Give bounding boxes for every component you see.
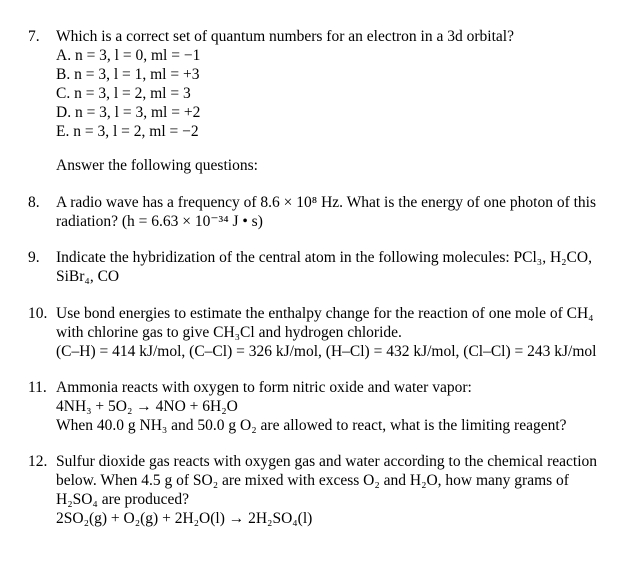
answer-option-c: C. n = 3, l = 2, ml = 3 bbox=[56, 85, 191, 102]
section-instruction: Answer the following questions: bbox=[56, 157, 258, 174]
question-number: 7. bbox=[28, 28, 40, 45]
question-number: 9. bbox=[28, 249, 40, 266]
answer-option-e: E. n = 3, l = 2, ml = −2 bbox=[56, 123, 199, 140]
question-number: 8. bbox=[28, 194, 40, 211]
question-text-line: SiBr₄, CO bbox=[56, 268, 120, 285]
question-number: 10. bbox=[28, 305, 48, 322]
question-text-line: Indicate the hybridization of the central atom in the following molecules: PCl₃, H₂CO, bbox=[56, 249, 592, 266]
question-text-line: Use bond energies to estimate the enthalpy change for the reaction of one mole of CH₄ bbox=[56, 305, 594, 322]
answer-option-a: A. n = 3, l = 0, ml = −1 bbox=[56, 47, 201, 64]
question-text-line: below. When 4.5 g of SO₂ are mixed with excess O₂ and H₂O, how many grams of bbox=[56, 472, 569, 489]
question-text-line: H₂SO₄ are produced? bbox=[56, 491, 190, 508]
question-text-line: with chlorine gas to give CH₃Cl and hydrogen chloride. bbox=[56, 324, 402, 341]
question-text-line: Ammonia reacts with oxygen to form nitric oxide and water vapor: bbox=[56, 379, 472, 396]
question-number: 11. bbox=[28, 379, 47, 396]
bond-energy-data: (C–H) = 414 kJ/mol, (C–Cl) = 326 kJ/mol, (H–Cl) = 432 kJ/mol, (Cl–Cl) = 243 kJ/mol bbox=[56, 343, 597, 360]
chemical-equation: 2SO₂(g) + O₂(g) + 2H₂O(l) → 2H₂SO₄(l) bbox=[56, 510, 313, 527]
answer-option-b: B. n = 3, l = 1, ml = +3 bbox=[56, 66, 200, 83]
question-text-line: When 40.0 g NH₃ and 50.0 g O₂ are allowed to react, what is the limiting reagent? bbox=[56, 417, 567, 434]
question-text: Which is a correct set of quantum numbers for an electron in a 3d orbital? bbox=[56, 28, 514, 45]
chemical-equation: 4NH₃ + 5O₂ → 4NO + 6H₂O bbox=[56, 398, 238, 415]
question-text-line: A radio wave has a frequency of 8.6 × 10⁸ Hz. What is the energy of one photon of this bbox=[56, 194, 597, 211]
question-text-line: Sulfur dioxide gas reacts with oxygen gas and water according to the chemical reaction bbox=[56, 453, 598, 470]
question-text-line: radiation? (h = 6.63 × 10⁻³⁴ J • s) bbox=[56, 213, 263, 230]
question-number: 12. bbox=[28, 453, 48, 470]
answer-option-d: D. n = 3, l = 3, ml = +2 bbox=[56, 104, 201, 121]
